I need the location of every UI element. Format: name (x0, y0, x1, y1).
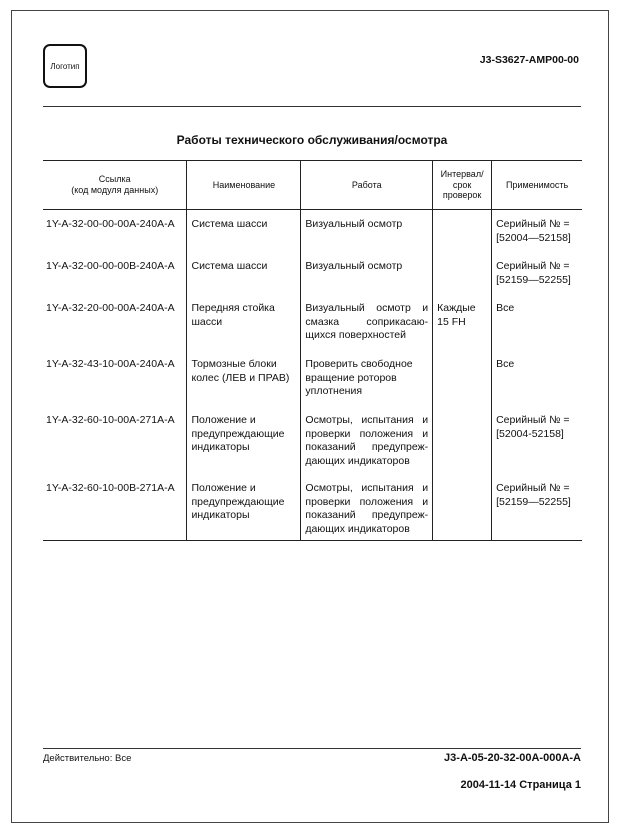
cell-name: Система шасси (187, 210, 301, 253)
cell-interval (433, 474, 492, 541)
cell-reference: 1Y-A-32-60-10-00A-271A-A (46, 414, 175, 426)
table-row (43, 406, 582, 474)
cell-reference: 1Y-A-32-20-00-00A-240A-A (46, 302, 175, 314)
col-header-interval: Интервал/ срок проверок (433, 161, 492, 210)
table-row (43, 350, 582, 406)
module-code: J3-A-05-20-32-00A-000A-A (444, 752, 581, 764)
table-row (43, 252, 582, 294)
col-header-name: Наименование (187, 161, 301, 210)
cell-interval (433, 210, 492, 253)
table-row (43, 294, 582, 350)
cell-work: Осмотры, испытания и проверки положения и показаний предупреж-дающих индикаторов (301, 406, 433, 474)
cell-interval: Каждые 15 FH (433, 294, 492, 350)
cell-work: Визуальный осмотр (301, 252, 433, 294)
cell-applicability: Серийный № = [52159—52255] (492, 474, 582, 541)
cell-name: Положение и предупреждающие индикаторы (187, 406, 301, 474)
col-header-reference: Ссылка (код модуля данных) (43, 161, 187, 210)
cell-interval (433, 406, 492, 474)
header-divider (43, 106, 581, 107)
cell-reference: 1Y-A-32-00-00-00B-240A-A (46, 260, 175, 272)
cell-reference: 1Y-A-32-00-00-00A-240A-A (46, 218, 175, 230)
cell-applicability: Серийный № = [52004—52158] (492, 210, 582, 253)
cell-applicability: Серийный № = [52159—52255] (492, 252, 582, 294)
cell-work: Проверить свободное вращение роторов уплотнения (301, 350, 433, 406)
logo (43, 44, 87, 88)
cell-applicability: Все (492, 294, 582, 350)
cell-interval (433, 252, 492, 294)
document-code: J3-S3627-AMP00-00 (479, 54, 579, 66)
footer-divider (43, 748, 581, 749)
table-row (43, 474, 582, 541)
col-header-applicability: Применимость (492, 161, 582, 210)
cell-reference: 1Y-A-32-60-10-00B-271A-A (43, 474, 187, 541)
cell-work: Визуальный осмотр (301, 210, 433, 253)
col-header-work: Работа (301, 161, 433, 210)
cell-name: Передняя стойка шасси (187, 294, 301, 350)
applicability-note: Действительно: Все (43, 753, 132, 764)
page-title: Работы технического обслуживания/осмотра (176, 133, 448, 147)
cell-applicability: Серийный № = [52004-52158] (492, 406, 582, 474)
date-page: 2004-11-14 Страница 1 (460, 779, 581, 791)
cell-name: Тормозные блоки колес (ЛЕВ и ПРАВ) (187, 350, 301, 406)
cell-applicability: Все (492, 350, 582, 406)
cell-reference: 1Y-A-32-43-10-00A-240A-A (46, 358, 175, 370)
table-row (43, 210, 582, 253)
cell-work: Осмотры, испытания и проверки положения и показаний предупреж-дающих индикаторов (301, 474, 433, 541)
cell-work: Визуальный осмотр и смазка соприкасаю-щихся поверхностей (301, 294, 433, 350)
cell-interval (433, 350, 492, 406)
maintenance-table (43, 160, 582, 541)
table-header-row (43, 161, 582, 210)
cell-name: Положение и предупреждающие индикаторы (187, 474, 301, 541)
cell-name: Система шасси (187, 252, 301, 294)
logo-label: Логотип (50, 61, 80, 71)
